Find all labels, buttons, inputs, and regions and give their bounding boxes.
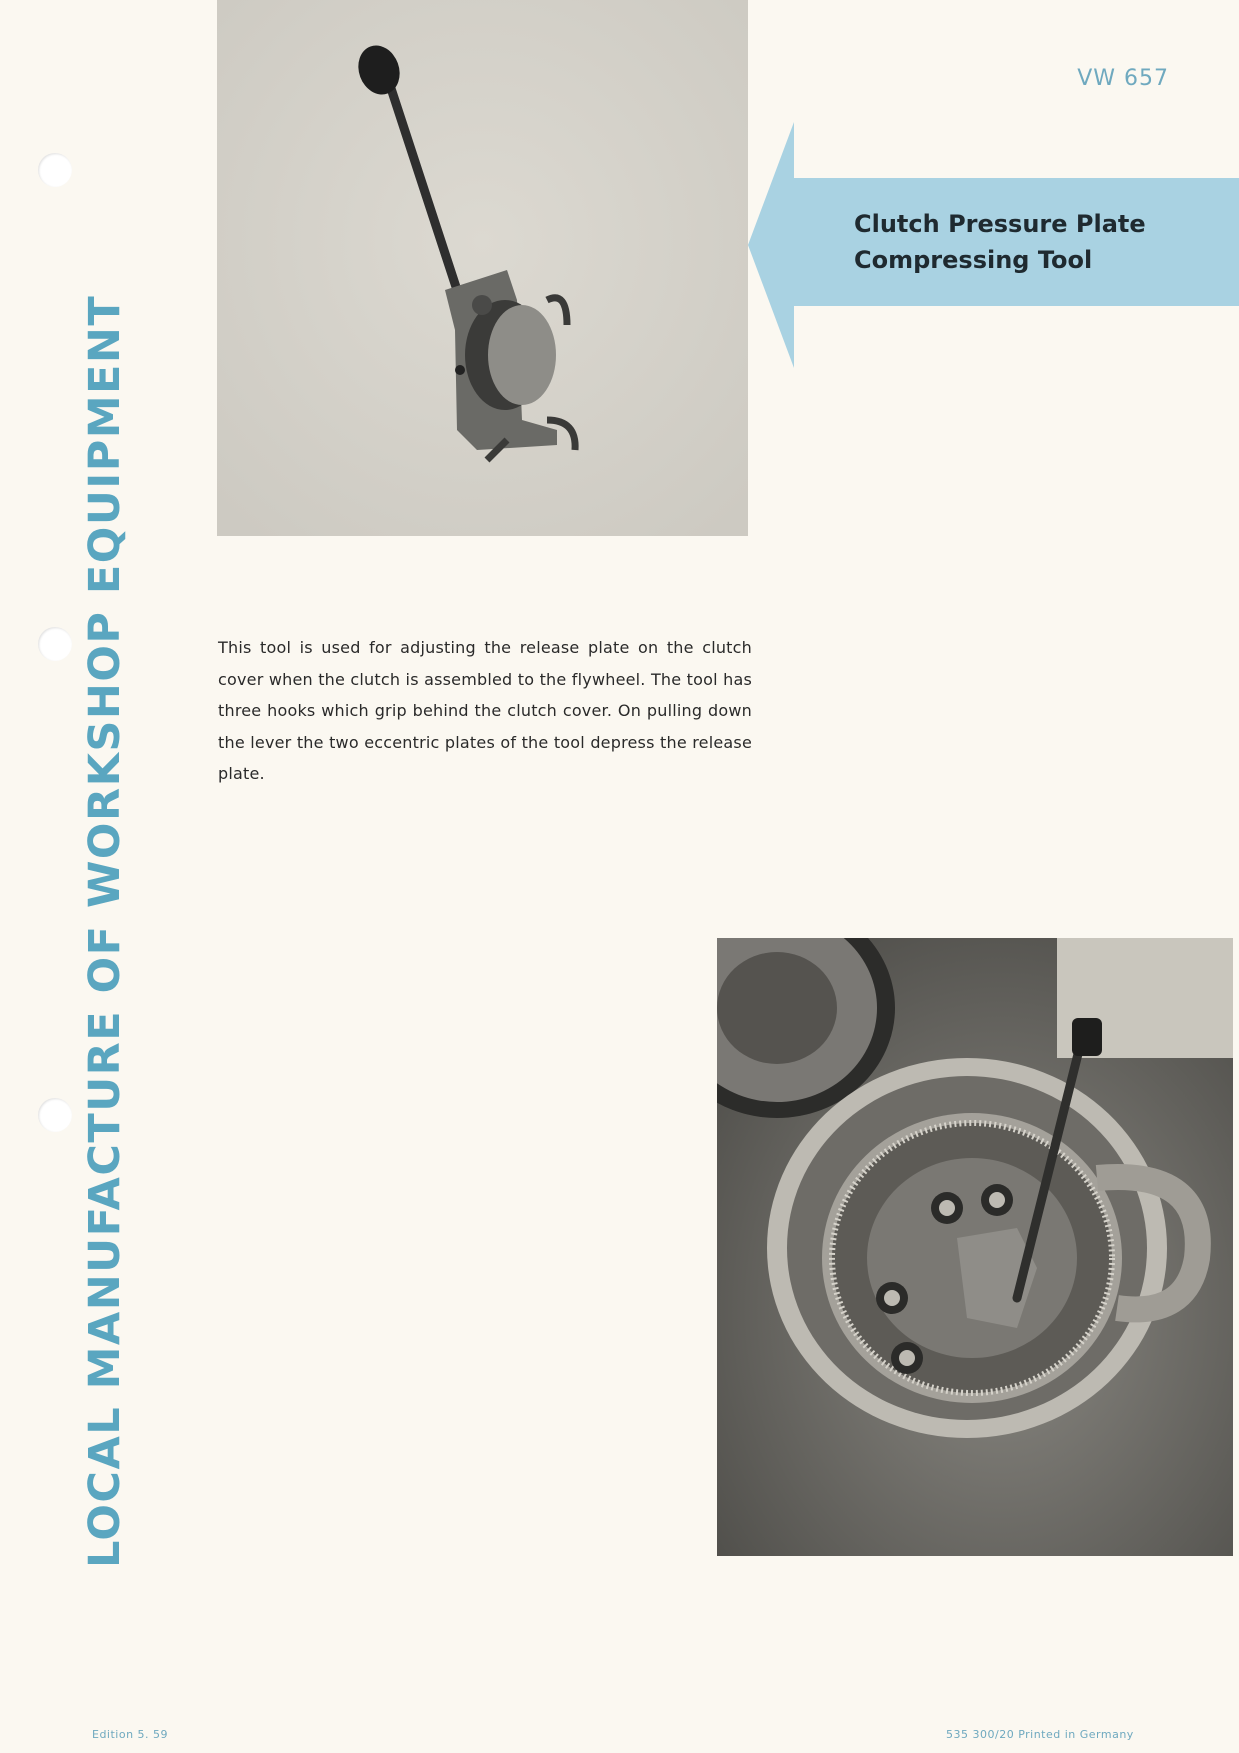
- tool-title-line-1: Clutch Pressure Plate: [854, 210, 1146, 238]
- document-code: VW 657: [1077, 66, 1169, 91]
- tool-title: [854, 206, 1214, 278]
- description-paragraph: This tool is used for adjusting the release plate on the clutch cover when the clutch is assembled to the flywheel. The tool has three hooks which grip behind the clutch cover. On pulling down the lever the two eccentric plates of the tool depress the release plate.: [218, 638, 752, 783]
- punch-hole-top: [38, 153, 72, 187]
- tool-title-line-2: Compressing Tool: [854, 246, 1093, 274]
- tool-photo: [217, 0, 748, 536]
- side-title: LOCAL MANUFACTURE OF WORKSHOP EQUIPMENT: [80, 294, 130, 1568]
- punch-hole-upper-middle: [38, 627, 72, 661]
- footer-print-info: 535 300/20 Printed in Germany: [946, 1728, 1134, 1741]
- footer-edition: Edition 5. 59: [92, 1728, 169, 1741]
- punch-hole-lower-middle: [38, 1098, 72, 1132]
- tool-in-use-photo: [717, 938, 1233, 1556]
